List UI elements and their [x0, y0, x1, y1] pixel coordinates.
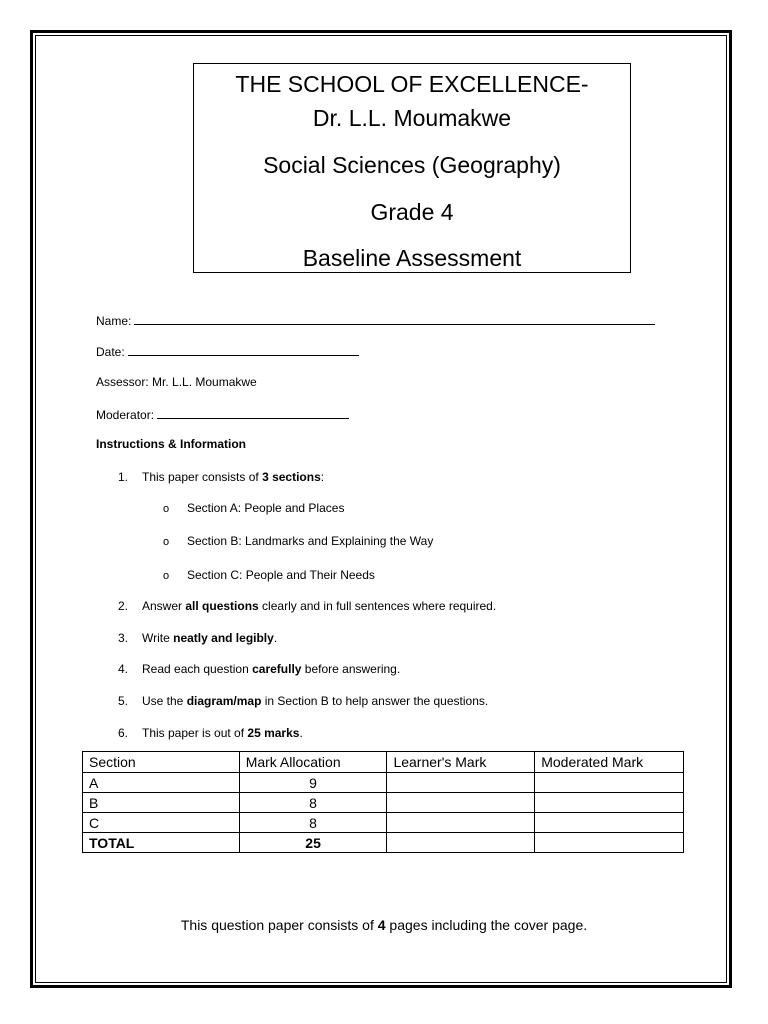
date-label: Date: [96, 345, 125, 359]
instruction-item: 1. This paper consists of 3 sections: [118, 470, 325, 484]
learner-mark-cell[interactable] [387, 833, 535, 853]
assessor-text: Assessor: Mr. L.L. Moumakwe [96, 375, 257, 389]
section-list-item: o Section C: People and Their Needs [163, 568, 375, 582]
assessment-title: Baseline Assessment [302, 245, 522, 271]
title-box [193, 63, 631, 273]
table-row [83, 813, 684, 833]
instructions-heading: Instructions & Information [96, 437, 246, 451]
moderated-mark-cell[interactable] [535, 773, 684, 793]
table-row [83, 773, 684, 793]
section-cell: B [83, 793, 240, 813]
instruction-item: 6. This paper is out of 25 marks. [118, 726, 303, 740]
mark-allocation-table [82, 751, 684, 853]
section-cell: TOTAL [83, 833, 240, 853]
page-count-note: This question paper consists of 4 pages including the cover page. [180, 917, 588, 933]
instruction-item: 3. Write neatly and legibly. [118, 631, 278, 645]
section-list-item: o Section A: People and Places [163, 501, 345, 515]
learner-mark-cell[interactable] [387, 793, 535, 813]
instruction-item: 4. Read each question carefully before answering. [118, 662, 401, 676]
bullet-icon: o [163, 570, 170, 582]
allocation-cell: 8 [239, 813, 387, 833]
table-header: Mark Allocation [239, 752, 387, 773]
name-input-line[interactable] [134, 312, 655, 325]
moderated-mark-cell[interactable] [535, 793, 684, 813]
moderator-label: Moderator: [96, 408, 155, 422]
moderator-input-line[interactable] [157, 406, 349, 419]
principal-name: Dr. L.L. Moumakwe [312, 105, 512, 131]
moderated-mark-cell[interactable] [535, 833, 684, 853]
moderator-field [96, 406, 349, 423]
instruction-item: 2. Answer all questions clearly and in full sentences where required. [118, 599, 497, 613]
table-header: Moderated Mark [535, 752, 684, 773]
table-row [83, 793, 684, 813]
table-header-row [83, 752, 684, 773]
section-cell: A [83, 773, 240, 793]
section-list-item: o Section B: Landmarks and Explaining the Way [163, 534, 434, 548]
instruction-item: 5. Use the diagram/map in Section B to help answer the questions. [118, 694, 489, 708]
name-label: Name: [96, 314, 132, 328]
table-total-row [83, 833, 684, 853]
table-header: Learner's Mark [387, 752, 535, 773]
bullet-icon: o [163, 503, 170, 515]
learner-mark-cell[interactable] [387, 773, 535, 793]
allocation-cell: 25 [239, 833, 387, 853]
name-field [96, 312, 655, 329]
school-name: THE SCHOOL OF EXCELLENCE- [235, 71, 589, 97]
table-header: Section [83, 752, 240, 773]
bullet-icon: o [163, 536, 170, 548]
subject-title: Social Sciences (Geography) [263, 152, 561, 178]
date-input-line[interactable] [128, 343, 359, 356]
section-cell: C [83, 813, 240, 833]
allocation-cell: 8 [239, 793, 387, 813]
allocation-cell: 9 [239, 773, 387, 793]
date-field [96, 343, 359, 360]
moderated-mark-cell[interactable] [535, 813, 684, 833]
learner-mark-cell[interactable] [387, 813, 535, 833]
grade-title: Grade 4 [370, 199, 454, 225]
